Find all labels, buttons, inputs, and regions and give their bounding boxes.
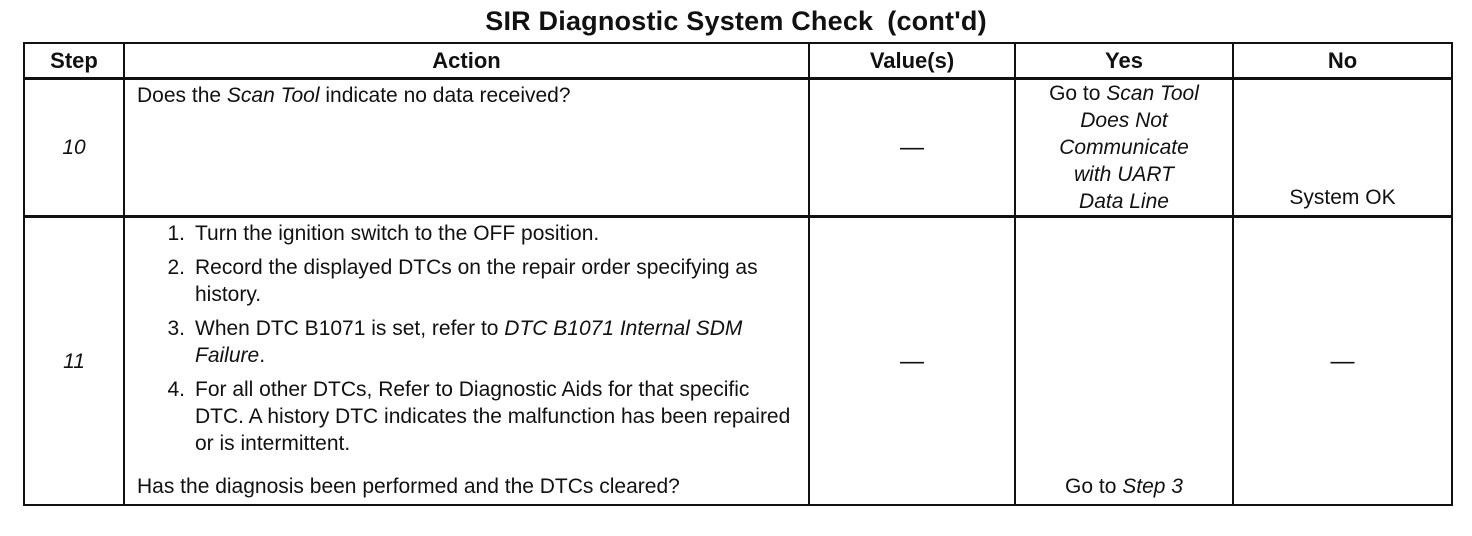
action-text-italic: Scan Tool	[226, 84, 320, 107]
yes-line: with UART	[1074, 163, 1174, 186]
no-cell: —	[1233, 217, 1452, 506]
item-text-post: .	[259, 344, 266, 367]
yes-text	[1016, 218, 1232, 504]
item-number: 1.	[167, 222, 185, 245]
item-text-italic: DTC B1071 Internal SDM Failure	[195, 317, 743, 367]
header-yes: Yes	[1015, 43, 1233, 79]
list-item	[137, 315, 798, 369]
step-number: 11	[24, 217, 124, 506]
title-main: SIR Diagnostic System Check	[485, 6, 874, 36]
table-row	[24, 217, 1452, 506]
table-row	[24, 79, 1452, 217]
header-no: No	[1233, 43, 1452, 79]
item-number: 4.	[167, 378, 185, 401]
yes-step-link: Step 3	[1122, 475, 1183, 498]
yes-cell	[1015, 217, 1233, 506]
page-title	[0, 6, 1472, 37]
diagnostic-table	[23, 42, 1453, 506]
action-question: Has the diagnosis been performed and the DTCs cleared?	[137, 475, 680, 498]
header-step: Step	[24, 43, 124, 79]
item-number: 2.	[167, 256, 185, 279]
value-cell: —	[809, 79, 1015, 217]
no-cell	[1233, 79, 1452, 217]
value-cell: —	[809, 217, 1015, 506]
action-text-post: indicate no data received?	[319, 84, 571, 107]
list-item	[137, 254, 798, 308]
header-row	[24, 43, 1452, 79]
item-number: 3.	[167, 317, 185, 340]
yes-line: Data Line	[1079, 190, 1169, 213]
action-text	[125, 80, 808, 109]
header-action: Action	[124, 43, 809, 79]
item-text: Record the displayed DTCs on the repair order specifying as history.	[195, 256, 758, 306]
yes-line: Scan Tool	[1106, 82, 1199, 105]
action-steps-list	[137, 220, 798, 464]
list-item	[137, 376, 798, 457]
yes-prefix: Go to	[1049, 82, 1107, 105]
yes-cell	[1015, 79, 1233, 217]
yes-line: Does Not	[1080, 109, 1168, 132]
yes-prefix: Go to	[1065, 475, 1123, 498]
header-values: Value(s)	[809, 43, 1015, 79]
action-cell	[124, 79, 809, 217]
item-text: Turn the ignition switch to the OFF position.	[195, 222, 600, 245]
item-text: When DTC B1071 is set, refer to	[195, 317, 505, 340]
action-cell	[124, 217, 809, 506]
no-text: System OK	[1289, 186, 1396, 209]
yes-text	[1016, 80, 1232, 215]
item-text-wrap	[195, 315, 798, 369]
yes-line: Communicate	[1059, 136, 1189, 159]
title-suffix: (cont'd)	[887, 6, 987, 36]
action-text-pre: Does the	[137, 84, 227, 107]
item-text: For all other DTCs, Refer to Diagnostic Aids for that specific DTC. A history DTC indicates the malfunction has been repaired or is intermittent.	[195, 378, 791, 455]
list-item	[137, 220, 798, 247]
step-number: 10	[24, 79, 124, 217]
